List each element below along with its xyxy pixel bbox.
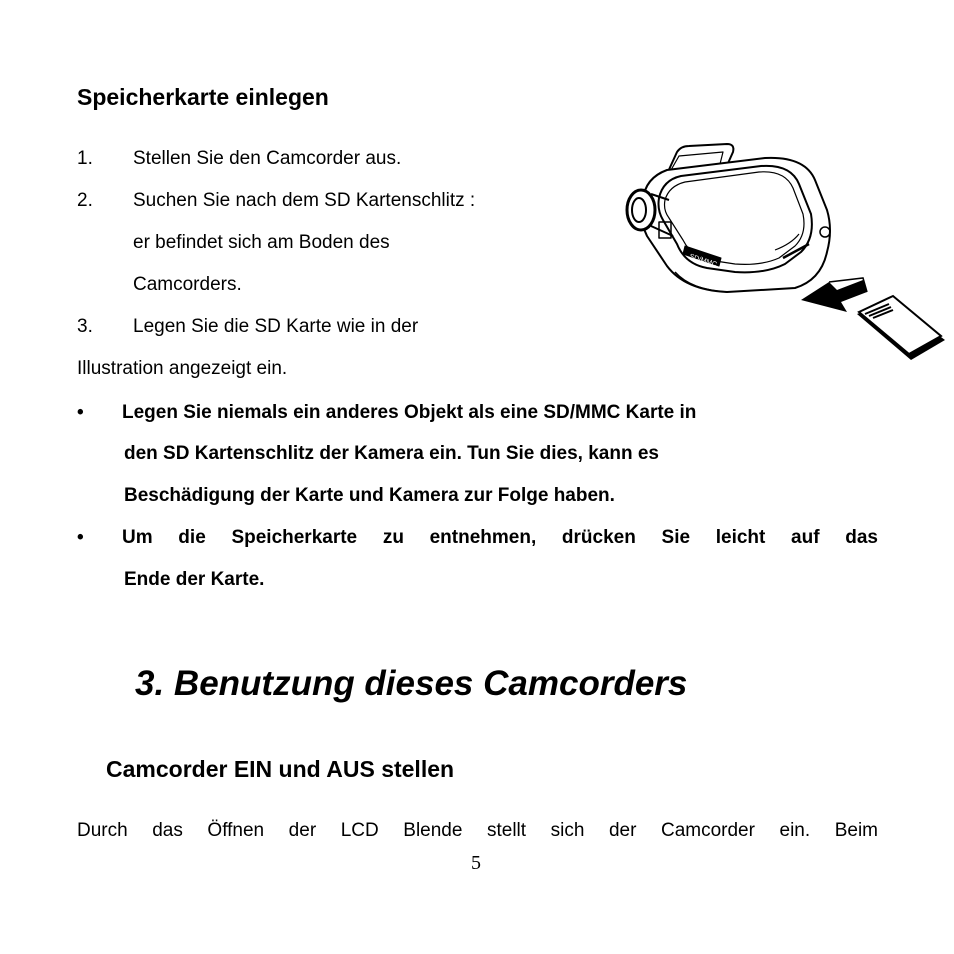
- page-number: 5: [471, 852, 481, 874]
- bullet-text: Ende der Karte.: [124, 569, 265, 590]
- section-heading-power: Camcorder EIN und AUS stellen: [106, 756, 455, 782]
- svg-text:SD/MMC: SD/MMC: [688, 253, 718, 269]
- insert-arrow-icon: [801, 278, 867, 312]
- chapter-title: 3. Benutzung dieses Camcorders: [135, 664, 688, 703]
- step-text: Legen Sie die SD Karte wie in der: [133, 316, 419, 337]
- camcorder-icon: [627, 144, 830, 292]
- step-text: Suchen Sie nach dem SD Kartenschlitz :: [133, 190, 476, 211]
- step-number: 3.: [77, 316, 93, 337]
- bullet-symbol: •: [77, 527, 84, 548]
- step-text: Camcorders.: [133, 274, 242, 295]
- bullet-text: Legen Sie niemals ein anderes Objekt als eine SD/MMC Karte in: [122, 402, 697, 423]
- step-text-continued: Illustration angezeigt ein.: [77, 358, 288, 379]
- body-paragraph: Durch das Öffnen der LCD Blende stellt sich der Camcorder ein. Beim: [77, 820, 878, 841]
- step-text: er befindet sich am Boden des: [133, 232, 390, 253]
- sd-card-icon: [857, 296, 945, 360]
- step-number: 1.: [77, 148, 93, 169]
- bullet-symbol: •: [77, 402, 84, 423]
- bullet-text: den SD Kartenschlitz der Kamera ein. Tun Sie dies, kann es: [124, 443, 659, 464]
- bullet-text: Beschädigung der Karte und Kamera zur Folge haben.: [124, 485, 615, 506]
- section-heading-insert-card: Speicherkarte einlegen: [77, 84, 329, 110]
- step-text: Stellen Sie den Camcorder aus.: [133, 148, 402, 169]
- step-number: 2.: [77, 190, 93, 211]
- bullet-text: Um die Speicherkarte zu entnehmen, drücken Sie leicht auf das: [122, 527, 878, 548]
- camcorder-sd-card-illustration: [615, 140, 954, 370]
